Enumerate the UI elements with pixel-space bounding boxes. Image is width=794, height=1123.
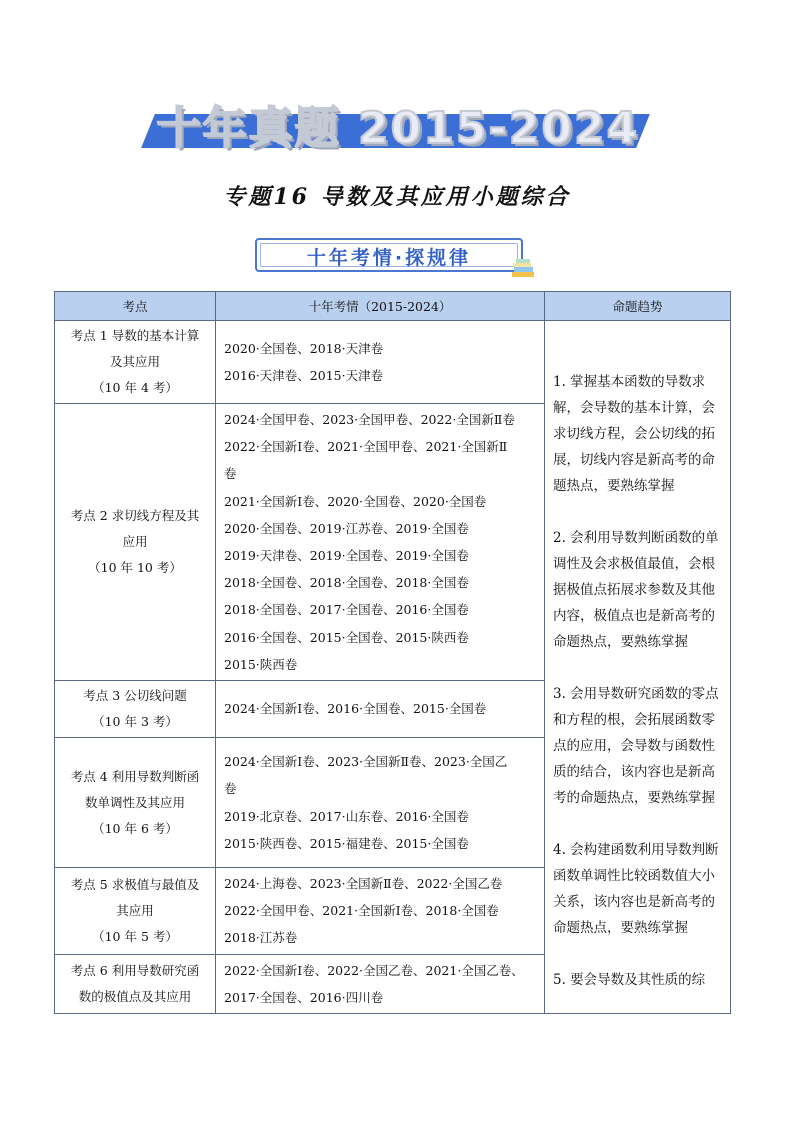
exam-table [54, 291, 731, 1014]
exam-years-cell: 2024·全国甲卷、2023·全国甲卷、2022·全国新Ⅱ卷 2022·全国新Ⅰ卷、2021·全国甲卷、2021·全国新Ⅱ 卷 2021·全国新Ⅰ卷、2020·全国卷、2020·全国卷 2020·全国卷、2019·江苏卷、2019·全国卷 2019·天津卷、2019·全国卷、2019·全国卷 2018·全国卷、2018·全国卷、2018·全国卷 2018·全国卷、2017·全国卷、2016·全国卷 2016·全国卷、2015·全国卷、2015·陕西卷 2015·陕西卷 [216, 404, 545, 681]
exam-years-cell: 2022·全国新Ⅰ卷、2022·全国乙卷、2021·全国乙卷、 2017·全国卷、2016·四川卷 [216, 954, 545, 1013]
header-trend: 命题趋势 [545, 292, 731, 321]
exam-point-cell: 考点 4 利用导数判断函 数单调性及其应用 （10 年 6 考） [55, 738, 216, 868]
trend-cell [545, 321, 731, 1014]
trend-item: 5. 要会导数及其性质的综 [553, 972, 706, 989]
trend-item: 4. 会构建函数利用导数判断函数单调性比较函数值大小关系，该内容也是新高考的命题热点，要熟练掌握 [553, 842, 719, 937]
header-years: 十年考情（2015-2024） [216, 292, 545, 321]
page-subtitle: 专题16 导数及其应用小题综合 [223, 184, 571, 210]
exam-years-cell: 2020·全国卷、2018·天津卷 2016·天津卷、2015·天津卷 [216, 321, 545, 404]
exam-years-cell: 2024·全国新Ⅰ卷、2016·全国卷、2015·全国卷 [216, 681, 545, 738]
exam-years-cell: 2024·全国新Ⅰ卷、2023·全国新Ⅱ卷、2023·全国乙 卷 2019·北京卷、2017·山东卷、2016·全国卷 2015·陕西卷、2015·福建卷、2015·全国卷 [216, 738, 545, 868]
exam-point-cell: 考点 1 导数的基本计算 及其应用 （10 年 4 考） [55, 321, 216, 404]
title-banner [148, 92, 648, 156]
exam-point-cell: 考点 2 求切线方程及其 应用 （10 年 10 考） [55, 404, 216, 681]
section-label [255, 238, 523, 272]
banner-title: 十年真题 2015-2024 [156, 103, 640, 154]
trend-item: 3. 会用导数研究函数的零点和方程的根，会拓展函数零点的应用，会导数与函数性质的结合，该内容也是新高考的命题热点，要熟练掌握 [553, 686, 719, 807]
table-row [55, 321, 731, 404]
table-header-row [55, 292, 731, 321]
books-icon [510, 258, 536, 280]
header-point: 考点 [55, 292, 216, 321]
trend-item: 2. 会利用导数判断函数的单调性及会求极值最值，会根据极值点拓展求参数及其他内容，极值点也是新高考的命题热点，要熟练掌握 [553, 530, 719, 651]
exam-years-cell: 2024·上海卷、2023·全国新Ⅱ卷、2022·全国乙卷 2022·全国甲卷、2021·全国新Ⅰ卷、2018·全国卷 2018·江苏卷 [216, 868, 545, 955]
exam-point-cell: 考点 5 求极值与最值及 其应用 （10 年 5 考） [55, 868, 216, 955]
exam-point-cell: 考点 3 公切线问题 （10 年 3 考） [55, 681, 216, 738]
trend-item: 1. 掌握基本函数的导数求解，会导数的基本计算，会求切线方程，会公切线的拓展，切线内容是新高考的命题热点，要熟练掌握 [553, 374, 715, 495]
exam-point-cell: 考点 6 利用导数研究函 数的极值点及其应用 [55, 954, 216, 1013]
section-label-text: 十年考情·探规律 [306, 247, 472, 269]
